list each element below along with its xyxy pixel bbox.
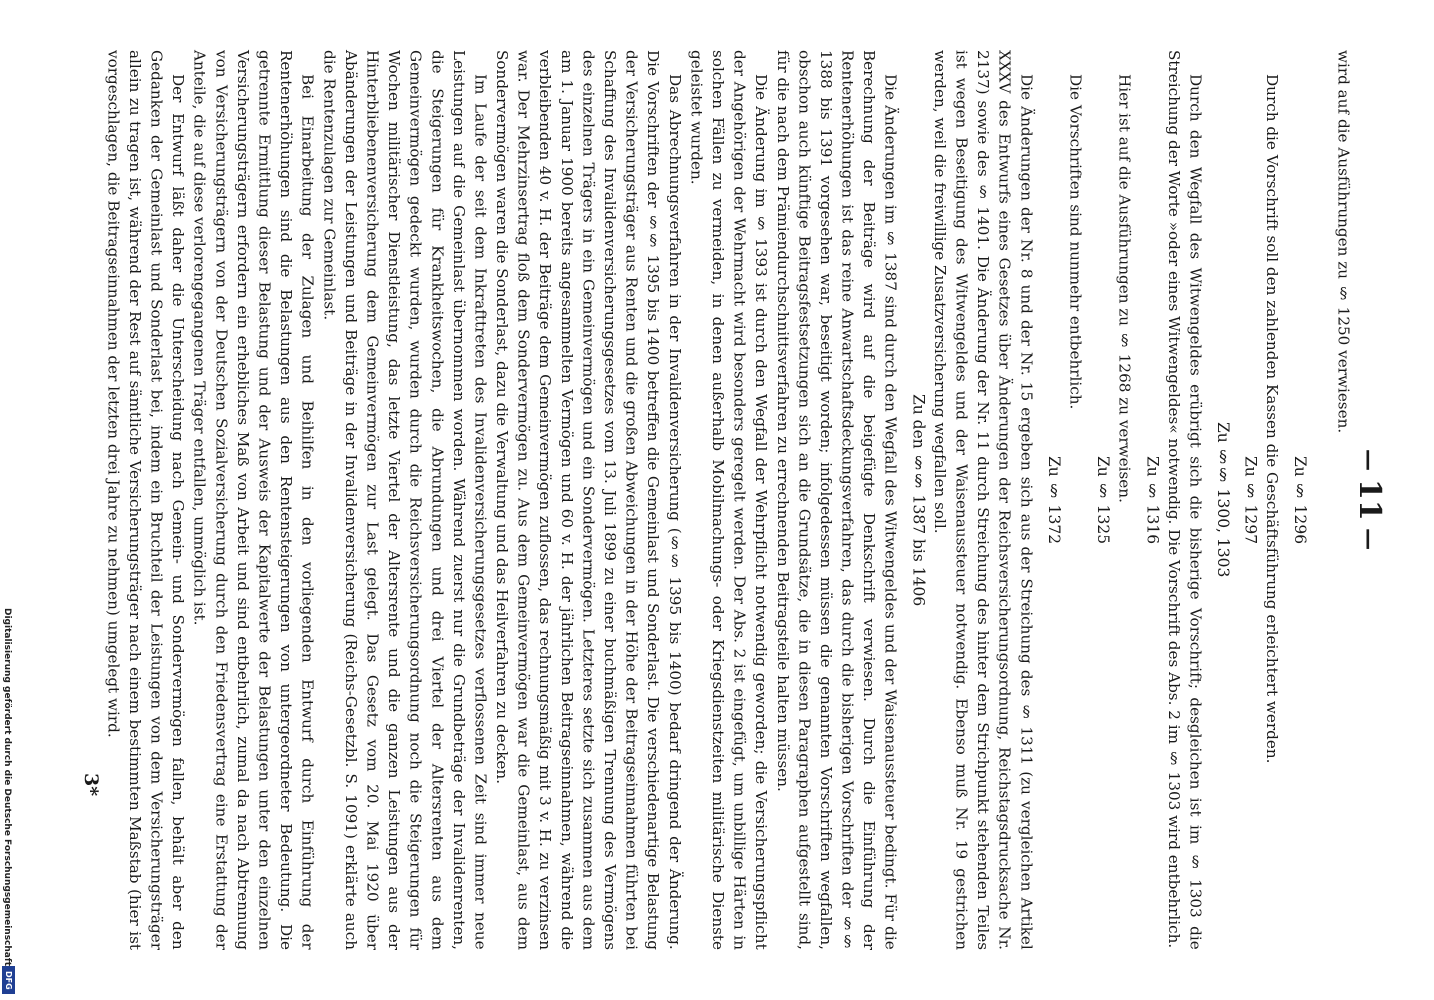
section-heading: Zu §§ 1300, 1303 [1214, 422, 1233, 578]
paragraph: Durch den Wegfall des Witwengeldes erübrigt sich die bisherige Vorschrift; desgleichen ist im § 1303 die Streichung der Worte »oder eines Witwengeldes« notwendig. Die Vorschrift des Abs. 2 im § 1303 wird entbehrlich. [1164, 50, 1205, 950]
digitization-credit-strip [0, 0, 20, 1000]
page-number: — 11 — [1352, 449, 1387, 551]
sheet-signature: 3* [80, 773, 102, 797]
dfg-logo: DFG [2, 966, 15, 994]
section-heading: Zu § 1325 [1094, 455, 1113, 545]
paragraph: Bei Einarbeitung der Zulagen und Beihilfen in den vorliegenden Entwurf durch Einführung der Rentenerhöhungen sind die Belastungen aus den Rentensteigerungen von untergeordneter Bedeutung. Die getrennte Ermittlung dieser Belastung und der Ausweis der Kapitalwerte der Belastungen unter den einzelnen Versicherungsträgern erfordern ein erhebliches Maß von Arbeit und sind entbehrlich, zumal da nach Abtrennung von Versicherungsträgern von der Deutschen Sozialversicherung durch den Friedensvertrag eine Erstattung der Anteile, die auf diese verlorengegangenen Träger entfallen, unmöglich ist. [190, 50, 317, 950]
paragraph: Hier ist auf die Ausführungen zu § 1268 zu verweisen. [1115, 74, 1134, 504]
paragraph: Die Änderungen der Nr. 8 und der Nr. 15 ergeben sich aus der Streichung des § 1311 (zu vergleichen Artikel XXXV des Entwurfs eines Gesetzes über Änderungen der Reichsversicherungsordnung, Reichstagsdrucksache Nr. 2137) sowie des § 1401. Die Änderung der Nr. 11 durch Streichung des hinter dem Strichpunkt stehenden Teiles ist wegen Beseitigung des Witwengeldes und der Waisenaussteuer notwendig. Ebenso muß Nr. 19 gestrichen werden, weil die freiwillige Zusatzversicherung wegfallen soll. [930, 50, 1036, 950]
paragraph: wird auf die Ausführungen zu § 1250 verwiesen. [1334, 50, 1353, 434]
paragraph: Die Vorschriften sind nunmehr entbehrlich. [1066, 74, 1085, 410]
section-heading: Zu § 1372 [1044, 455, 1063, 545]
document-page [104, 50, 1387, 950]
paragraph: Der Entwurf läßt daher die Unterscheidung nach Gemein- und Sondervermögen fallen, behält aber den Gedanken der Gemeinlast und Sonderlast bei, indem ein Bruchteil der Leistungen von dem Versicherungsträger allein zu tragen ist, während der Rest auf sämtliche Versicherungsträger nach einem bestimmten Maßstab (hier ist vorgeschlagen, die Beitragseinnahmen der letzten drei Jahre zu nehmen) umgelegt wird. [104, 50, 188, 950]
paragraph: Durch die Vorschrift soll den zahlenden Kassen die Geschäftsführung erleichtert werden. [1263, 74, 1282, 764]
section-heading: Zu § 1297 [1241, 455, 1260, 545]
paragraph: Die Änderung im § 1393 ist durch den Wegfall der Wehrpflicht notwendig geworden; die Versicherungspflicht der Angehörigen der Wehrmacht wird besonders geregelt werden. Der Abs. 2 ist eingefügt, um unbillige Härten in solchen Fällen zu vermeiden, in denen außerhalb Mobilmachungs- oder Kriegsdienstzeiten militärische Dienste geleistet wurden. [687, 50, 771, 950]
paragraph: Im Laufe der seit dem Inkrafttreten des Invalidenversicherungsgesetzes verflossenen Zeit sind immer neue Leistungen auf die Gemeinlast übernommen worden. Während zuerst nur die Grundbeträge der Invalidenrenten, die Steigerungen für Krankheitswochen, die Abrundungen und drei Viertel der Altersrenten aus dem Gemeinvermögen gedeckt wurden, wurden durch die Reichsversicherungsordnung noch die Steigerungen für Wochen militärischer Dienstleistung, das letzte Viertel der Altersrente und die ganzen Leistungen aus der Hinterbliebenenversicherung dem Gemeinvermögen zur Last gelegt. Das Gesetz vom 20. Mai 1920 über Abänderungen der Leistungen und Beiträge in der Invalidenversicherung (Reichs-Gesetzbl. S. 1091) erklärte auch die Rentenzulagen zur Gemeinlast. [320, 50, 490, 950]
section-heading: Zu den §§ 1387 bis 1406 [909, 393, 928, 607]
paragraph: Das Abrechnungsverfahren in der Invalidenversicherung (§§ 1395 bis 1400) bedarf dringend der Änderung. Die Vorschriften der §§ 1395 bis 1400 betreffen die Gemeinlast und Sonderlast. Die verschiedenartige Belastung der Versicherungsträger aus Renten und die großen Abweichungen in der Höhe der Beitragseinnahmen führten bei Schaffung des Invalidenversicherungsgesetzes vom 13. Juli 1899 zu einer buchmäßigen Trennung des Vermögens des einzelnen Trägers in ein Gemeinvermögen und ein Sondervermögen. Letzteres setzte sich zusammen aus dem am 1. Januar 1900 bereits angesammelten Vermögen und 60 v. H. der jährlichen Beitragseinnahmen, während die verbleibenden 40 v. H. der Beiträge dem Gemeinvermögen zuflossen, das rechnungsmäßig mit 3 v. H. zu verzinsen war. Der Mehrzinsertrag floß dem Sondervermögen zu. Aus dem Gemeinvermögen war die Gemeinlast, aus dem Sondervermögen waren die Sonderlast, dazu die Verwaltung und das Heilverfahren zu decken. [493, 50, 684, 950]
section-heading: Zu § 1316 [1143, 455, 1162, 545]
digitization-credit-text: Digitalisierung gefördert durch die Deutsche Forschungsgemeinschaft [2, 608, 12, 967]
section-heading: Zu § 1296 [1290, 455, 1309, 545]
paragraph: Die Änderungen im § 1387 sind durch den Wegfall des Witwengeldes und der Waisenaussteuer bedingt. Für die Berechnung der Beiträge wird auf die beigefügte Denkschrift verwiesen. Durch die Einführung der Rentenerhöhungen ist das reine Anwartschaftsdeckungsverfahren, das durch die bisherigen Vorschriften der §§ 1388 bis 1391 vorgesehen war, beseitigt worden; infolgedessen müssen die genannten Vorschriften wegfallen, obschon auch künftige Beitragsfestsetzungen sich an die Grundsätze, die in diesen Paragraphen aufgestellt sind, für die nach dem Prämiendurchschnittsverfahren zu errechnenden Beitragsteile halten müssen. [773, 50, 900, 950]
